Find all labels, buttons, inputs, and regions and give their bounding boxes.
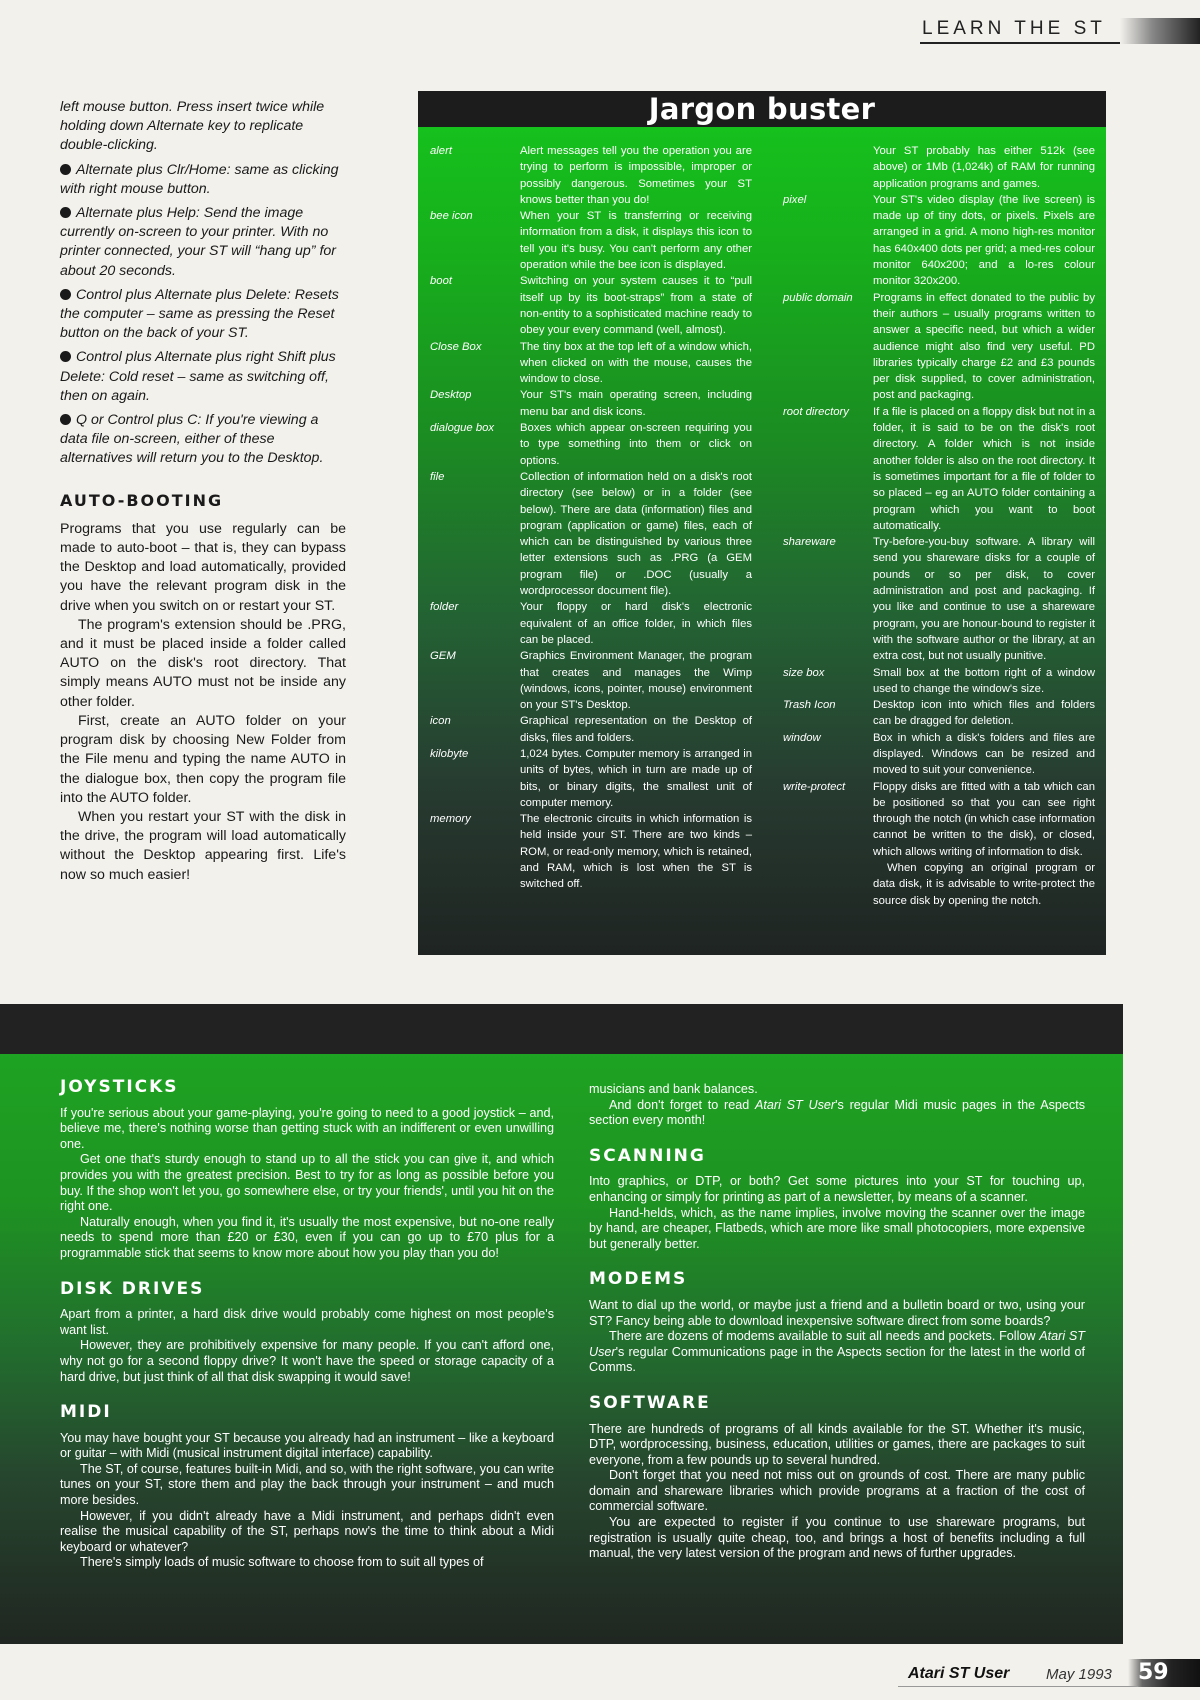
bullet-icon xyxy=(60,414,71,425)
bullet-icon xyxy=(60,351,71,362)
heading-scanning: SCANNING xyxy=(589,1145,706,1166)
glossary-definition: Switching on your system causes it to “pull itself up by its boot-straps” from a state of non-entity to a sophisticated machine ready to obey your every command (well, almost). xyxy=(520,275,752,337)
body-paragraph: Naturally enough, when you find it, it's usually the most expensive, but no-one really needs to spend more than £20 or £30, even if you can go up to £70 plus for a programmable stick that seems to know more about how you play than you do! xyxy=(60,1214,554,1260)
glossary-term: file xyxy=(430,470,445,483)
body-paragraph: And don't forget to read Atari ST User's regular Midi music pages in the Aspects section every month! xyxy=(589,1097,1085,1128)
bullet-icon xyxy=(60,289,71,300)
glossary-entry xyxy=(783,779,1095,860)
glossary-term: pixel xyxy=(783,193,807,206)
body-paragraph: There are hundreds of programs of all kinds available for the ST. Whether it's music, DTP, wordprocessing, business, education, utilities or games, there are packages to suit everyone, from a few pounds up to several hundred. xyxy=(589,1421,1085,1467)
glossary-entry xyxy=(430,273,752,338)
footer-date: May 1993 xyxy=(1046,1666,1112,1683)
glossary-definition: The tiny box at the top left of a window which, when clicked on with the mouse, causes the window to close. xyxy=(520,340,752,386)
header-gradient-bar xyxy=(1120,18,1200,44)
bottom-panel-bar xyxy=(0,1004,1123,1054)
glossary-term: bee icon xyxy=(430,210,473,223)
jargon-title: Jargon buster xyxy=(648,92,876,126)
glossary-term: public domain xyxy=(783,291,853,304)
glossary-term: Close Box xyxy=(430,340,482,353)
glossary-definition: The electronic circuits in which information is held inside your ST. There are two kinds – ROM, or read-only memory, which is retained, and RAM, which is lost when the ST is switched off. xyxy=(520,813,752,891)
glossary-term: size box xyxy=(783,666,825,679)
glossary-term: write-protect xyxy=(783,780,846,793)
heading-modems: MODEMS xyxy=(589,1269,688,1290)
glossary-term: icon xyxy=(430,715,451,728)
body-paragraph: The ST, of course, features built-in Midi, and so, with the right software, you can write tunes on your ST, store them and play the back through your instrument – and much more besides. xyxy=(60,1461,554,1508)
glossary-term: GEM xyxy=(430,650,456,663)
footer-magazine-name: Atari ST User xyxy=(908,1665,1010,1682)
glossary-definition: Desktop icon into which files and folders can be dragged for deletion. xyxy=(873,699,1095,728)
body-paragraph: Programs that you use regularly can be made to auto-boot – that is, they can bypass the Desktop and load automatically, provided you have the relevant program disk in the drive when you switch on or restart your ST. xyxy=(60,520,346,614)
glossary-definition: Small box at the bottom right of a window used to change the window's size. xyxy=(873,666,1095,695)
bullet-item: Control plus Alternate plus Delete: Resets the computer – same as pressing the Reset button on the back of your ST. xyxy=(60,286,339,342)
section-header-text: LEARN THE ST xyxy=(922,18,1106,39)
glossary-column-right xyxy=(783,143,1095,909)
glossary-entry xyxy=(430,746,752,811)
body-paragraph: There's simply loads of music software to choose from to suit all types of xyxy=(80,1555,484,1570)
glossary-definition: Alert messages tell you the operation you are trying to perform is impossible, improper or possibly dangerous. Sometimes your ST knows better than you do! xyxy=(520,145,752,206)
glossary-definition: Graphical representation on the Desktop of disks, files and folders. xyxy=(520,715,752,744)
glossary-definition: Programs in effect donated to the public by their authors – usually programs written to answer a specific need, but which a wider audience might also find very useful. PD libraries typically charge £2 and £3 pounds per disk supplied, to cover administration, post and packaging. xyxy=(873,291,1095,402)
glossary-term: folder xyxy=(430,601,459,614)
glossary-definition: Box in which a disk's folders and files are displayed. Windows can be resized and moved to suit your convenience. xyxy=(873,731,1095,777)
intro-text: left mouse button. Press insert twice while holding down Alternate key to replicate double-clicking. xyxy=(60,99,325,154)
heading-software: SOFTWARE xyxy=(589,1392,711,1413)
heading-midi: MIDI xyxy=(60,1402,112,1423)
left-column xyxy=(60,98,346,885)
glossary-definition: Try-before-you-buy software. A library will send you shareware disks for a couple of pounds or so per disk, to cover administration and post and packaging. If you like and continue to use a shareware program, you are honour-bound to register it with the software author or the library, at an extra cost, but not usually punitive. xyxy=(873,536,1095,663)
jargon-buster-box xyxy=(418,91,1106,955)
bullet-item: Alternate plus Clr/Home: same as clicking with right mouse button. xyxy=(60,161,339,197)
glossary-entry xyxy=(783,290,1095,404)
glossary-entry xyxy=(430,143,752,208)
glossary-entry xyxy=(783,192,1095,290)
glossary-entry xyxy=(783,697,1095,730)
magazine-name: Atari ST User xyxy=(589,1329,1085,1359)
glossary-entry xyxy=(430,648,752,713)
glossary-entry xyxy=(430,811,752,892)
glossary-column-left xyxy=(430,143,752,893)
glossary-definition: Graphics Environment Manager, the program that creates and manages the Wimp (windows, icons, pointer, mouse) environment on your ST's Desktop. xyxy=(520,650,752,712)
glossary-definition: Collection of information held on a disk's root directory (see below) or in a folder (see below). There are data (information) files and program (application or game) files, each of which can be distinguished by various three letter extensions such as .PRG (a GEM program file) or .DOC (usually a wordprocessor document file). xyxy=(520,470,752,598)
glossary-entry xyxy=(430,208,752,273)
glossary-definition: When your ST is transferring or receiving information from a disk, it displays this icon to tell you it's busy. You can't perform any other operation while the bee icon is displayed. xyxy=(520,210,752,272)
body-paragraph: There are dozens of modems available to suit all needs and pockets. Follow Atari ST User's regular Communications page in the Aspects section for the latest in the world of Comms. xyxy=(589,1329,1085,1375)
page-number: 59 xyxy=(1128,1659,1200,1687)
bullet-icon xyxy=(60,164,71,175)
glossary-term: root directory xyxy=(783,405,849,418)
glossary-continuation: Your ST probably has either 512k (see above) or 1Mb (1,024k) of RAM for running application programs and games. xyxy=(873,145,1095,190)
glossary-term: alert xyxy=(430,145,452,157)
body-paragraph: Hand-helds, which, as the name implies, involve moving the scanner over the image by hand, are cheaper, Flatbeds, which are more like small photocopiers, more expensive but generally better. xyxy=(589,1205,1085,1251)
body-paragraph: Into graphics, or DTP, or both? Get some pictures into your ST for touching up, enhancing or simply for printing as part of a newsletter, by means of a scanner. xyxy=(589,1174,1085,1204)
bullet-item: Q or Control plus C: If you're viewing a data file on-screen, either of these alternatives will return you to the Desktop. xyxy=(60,412,324,467)
glossary-term: dialogue box xyxy=(430,422,495,435)
glossary-entry xyxy=(430,469,752,599)
glossary-definition: 1,024 bytes. Computer memory is arranged in units of bytes, which in turn are made up of bits, or binary digits, the smallest unit of computer memory. xyxy=(520,747,752,809)
body-paragraph: However, if you didn't already have a Midi instrument, and perhaps didn't even realise the musical capability of the ST, perhaps now's the time to think about a Midi keyboard or whatever? xyxy=(60,1508,554,1554)
glossary-entry xyxy=(783,730,1095,779)
bullet-item: Alternate plus Help: Send the image currently on-screen to your printer. With no printer connected, your ST will “hang up” for about 20 seconds. xyxy=(60,205,336,279)
glossary-entry xyxy=(430,420,752,469)
glossary-entry xyxy=(430,713,752,746)
bottom-column-left xyxy=(60,1064,554,1571)
glossary-definition: Boxes which appear on-screen requiring you to type something into them or click on options. xyxy=(520,422,752,467)
body-paragraph: You may have bought your ST because you already had an instrument – like a keyboard or guitar – with Midi (musical instrument digital interface) capability. xyxy=(60,1430,554,1461)
glossary-term: boot xyxy=(430,275,452,288)
magazine-name: Atari ST User xyxy=(755,1097,836,1112)
glossary-term: window xyxy=(783,731,821,744)
body-paragraph: musicians and bank balances. xyxy=(589,1082,758,1096)
body-paragraph: However, they are prohibitively expensive for many people. If you can't afford one, why not go for a second floppy drive? It won't have the speed or storage capacity of a hard drive, but just think of all that disk swapping it would save! xyxy=(60,1338,554,1384)
body-paragraph: When you restart your ST with the disk in the drive, the program will load automatically without the Desktop appearing first. Life's now so much easier! xyxy=(60,808,346,883)
header-rule xyxy=(920,42,1120,44)
footer-rule xyxy=(898,1686,1138,1687)
glossary-definition: Your ST's video display (the live screen) is made up of tiny dots, or pixels. Pixels are arranged in a grid. A mono high-res monitor has 640x400 dots per grid; a med-res colour monitor 640x200; and a lo-res colour monitor 320x200. xyxy=(873,193,1095,288)
glossary-definition: If a file is placed on a floppy disk but not in a folder, it is said to be on the disk's root directory. A folder which is not inside another folder is also on the root directory. It is sometimes important for a file of folder to so placed – eg an AUTO folder containing a program which you want to boot automatically. xyxy=(873,405,1095,532)
heading-disk-drives: DISK DRIVES xyxy=(60,1278,205,1299)
glossary-definition: Your floppy or hard disk's electronic equivalent of an office folder, in which files can be placed. xyxy=(520,601,752,646)
page-footer xyxy=(908,1661,1200,1687)
section-heading-auto-booting: AUTO-BOOTING xyxy=(60,490,224,510)
glossary-term: shareware xyxy=(783,536,836,549)
glossary-definition: Your ST's main operating screen, including menu bar and disk icons. xyxy=(520,389,752,418)
glossary-entry xyxy=(783,534,1095,664)
glossary-term: kilobyte xyxy=(430,747,469,760)
body-paragraph: You are expected to register if you continue to use shareware programs, but registration is usually quite cheap, too, and brings a host of benefits including a full manual, the very latest version of the program and news of further upgrades. xyxy=(589,1515,1085,1561)
body-paragraph: If you're serious about your game-playing, you're going to need to a good joystick – and, believe me, there's nothing worse than getting stuck with an indifferent or even unwilling one. xyxy=(60,1105,554,1151)
glossary-term: Trash Icon xyxy=(783,699,836,712)
glossary-entry xyxy=(430,599,752,648)
body-paragraph: Want to dial up the world, or maybe just a friend and a bulletin board or two, using your ST? Fancy being able to download inexpensive software direct from some boards? xyxy=(589,1297,1085,1328)
body-paragraph: The program's extension should be .PRG, and it must be placed inside a folder called AUTO on the disk's root directory. That simply means AUTO must not be inside any other folder. xyxy=(60,616,346,710)
glossary-tail: When copying an original program or data disk, it is advisable to write-protect the source disk by opening the notch. xyxy=(873,862,1095,907)
glossary-entry xyxy=(783,404,1095,534)
bullet-item: Control plus Alternate plus right Shift plus Delete: Cold reset – same as switching off, then on again. xyxy=(60,349,336,404)
jargon-title-bar xyxy=(418,91,1106,127)
body-paragraph: Apart from a printer, a hard disk drive would probably come highest on most people's want list. xyxy=(60,1307,554,1337)
section-header xyxy=(920,18,1200,44)
body-paragraph: Get one that's sturdy enough to stand up to all the stick you can give it, and which provides you with the greatest precision. Best to try for as long as possible before you buy. If the shop won't let you, go somewhere else, or try your friends', until you hit on the right one. xyxy=(60,1152,554,1214)
bullet-icon xyxy=(60,207,71,218)
body-paragraph: First, create an AUTO folder on your program disk by choosing New Folder from the File menu and typing the name AUTO in the dialogue box, then copy the program file into the AUTO folder. xyxy=(60,712,346,806)
glossary-term: memory xyxy=(430,813,471,826)
glossary-definition: Floppy disks are fitted with a tab which can be positioned so that you can see right through the notch (in which case information cannot be written to the disk), or closed, which allows writing of information to disk. xyxy=(873,780,1095,858)
heading-joysticks: JOYSTICKS xyxy=(60,1077,179,1097)
body-paragraph: Don't forget that you need not miss out on grounds of cost. There are many public domain and shareware libraries which provide programs at a fraction of the cost of commercial software. xyxy=(589,1468,1085,1514)
glossary-entry xyxy=(783,665,1095,698)
glossary-entry xyxy=(430,387,752,420)
bottom-panel xyxy=(0,1054,1123,1644)
glossary-term: Desktop xyxy=(430,389,472,402)
bottom-column-right xyxy=(589,1082,1085,1562)
glossary-entry xyxy=(430,339,752,388)
